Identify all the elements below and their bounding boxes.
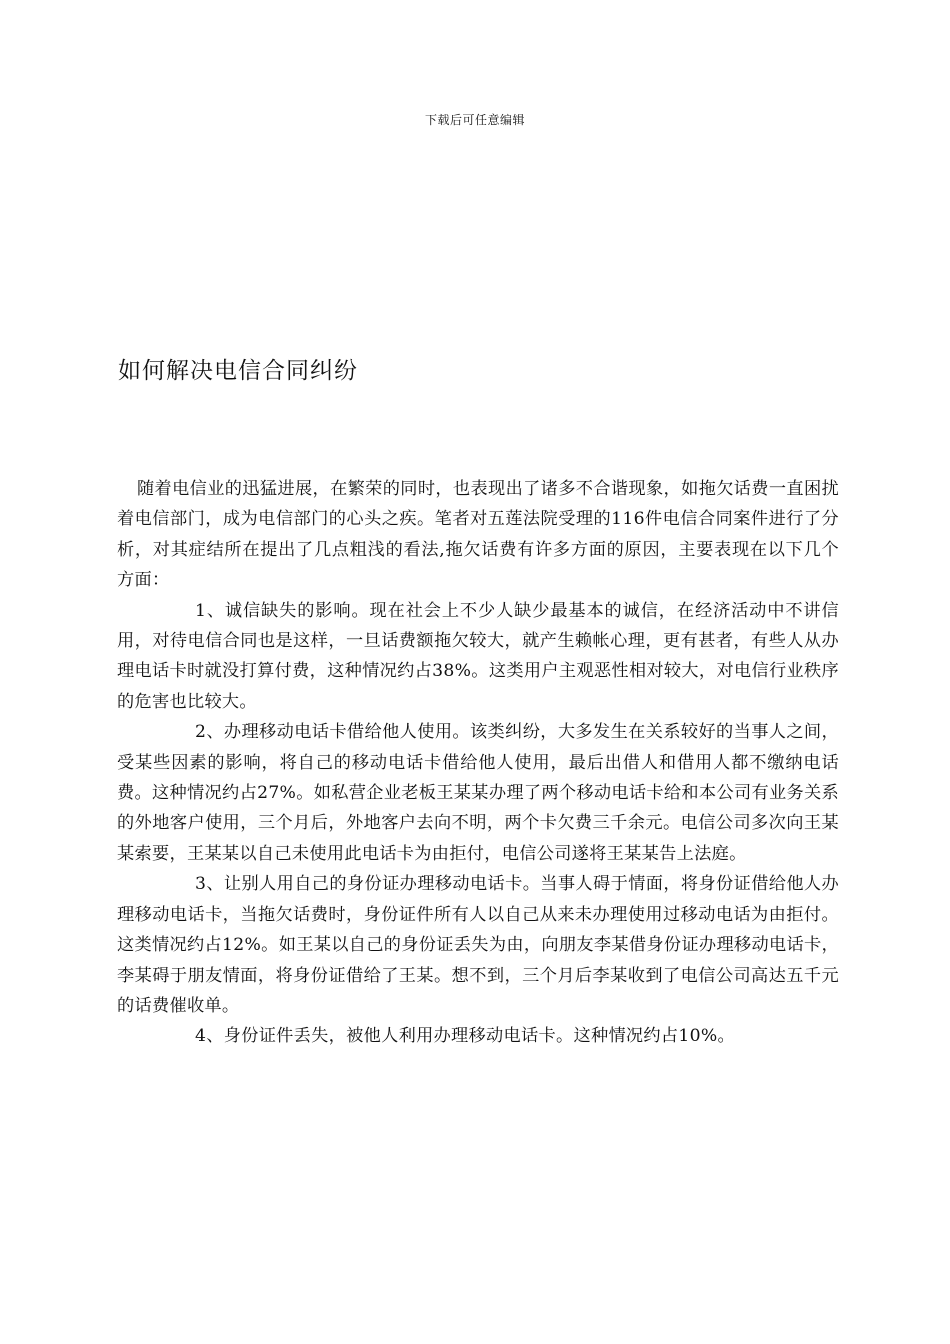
document-body [117, 474, 839, 1052]
paragraph-item-1: 1、诚信缺失的影响。现在社会上不少人缺少最基本的诚信，在经济活动中不讲信用，对待电信合同也是这样，一旦话费额拖欠较大，就产生赖帐心理，更有甚者，有些人从办理电话卡时就没打算付费，这种情况约占38%。这类用户主观恶性相对较大，对电信行业秩序的危害也比较大。 [117, 600, 839, 712]
document-title: 如何解决电信合同纠纷 [118, 358, 358, 384]
page-header: 下载后可任意编辑 [424, 113, 525, 127]
paragraph-intro: 随着电信业的迅猛进展，在繁荣的同时，也表现出了诸多不合谐现象，如拖欠话费一直困扰着电信部门，成为电信部门的心头之疾。笔者对五莲法院受理的116件电信合同案件进行了分析，对其症结所在提出了几点粗浅的看法,拖欠话费有许多方面的原因，主要表现在以下几个方面： [117, 479, 839, 591]
paragraph-item-4: 4、身份证件丢失，被他人利用办理移动电话卡。这种情况约占10%。 [195, 1026, 735, 1047]
paragraph-item-2: 2、办理移动电话卡借给他人使用。该类纠纷，大多发生在关系较好的当事人之间，受某些因素的影响，将自己的移动电话卡借给他人使用，最后出借人和借用人都不缴纳电话费。这种情况约占27%。如私营企业老板王某某办理了两个移动电话卡给和本公司有业务关系的外地客户使用，三个月后，外地客户去向不明，两个卡欠费三千余元。电信公司多次向王某某索要，王某某以自己未使用此电话卡为由拒付，电信公司遂将王某某告上法庭。 [117, 722, 839, 864]
paragraph-item-3: 3、让别人用自己的身份证办理移动电话卡。当事人碍于情面，将身份证借给他人办理移动电话卡，当拖欠话费时，身份证件所有人以自己从来未办理使用过移动电话为由拒付。这类情况约占12%。如王某以自己的身份证丢失为由，向朋友李某借身份证办理移动电话卡，李某碍于朋友情面，将身份证借给了王某。想不到，三个月后李某收到了电信公司高达五千元的话费催收单。 [117, 874, 839, 1016]
